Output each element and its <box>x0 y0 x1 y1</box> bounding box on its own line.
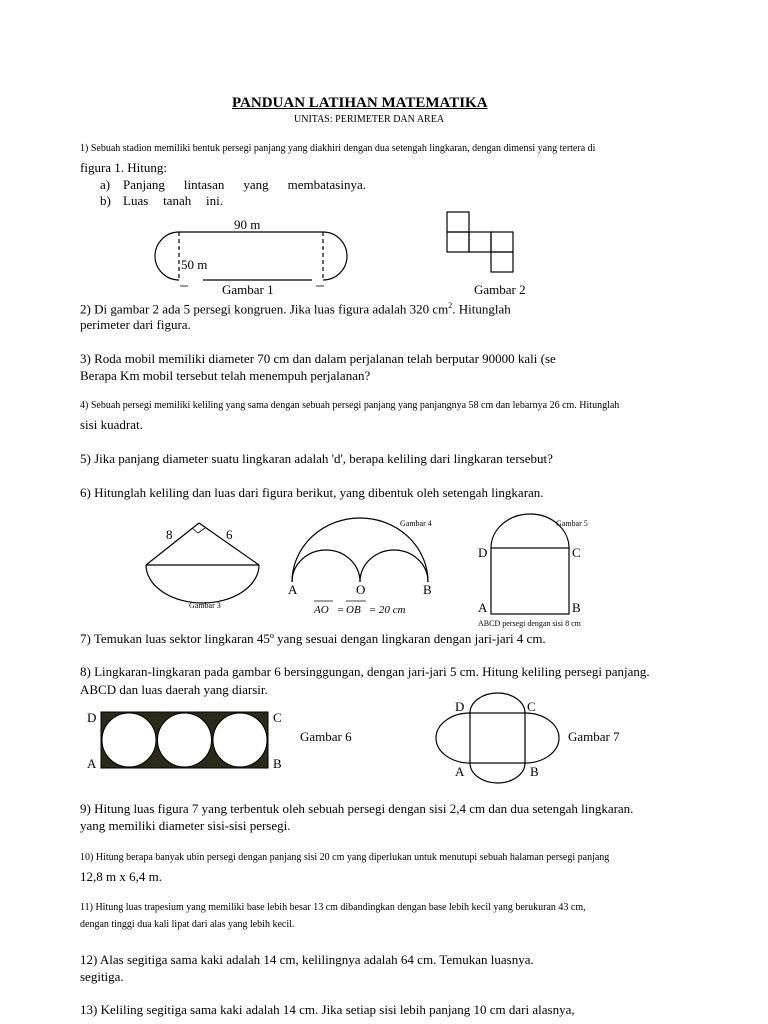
fig4-eq-ao: AO <box>314 604 329 616</box>
q1-a-word: membatasinya. <box>287 177 366 192</box>
q1-b-word: ini. <box>206 193 223 208</box>
q12-line1: 12) Alas segitiga sama kaki adalah 14 cm, kelilingnya adalah 64 cm. Temukan luasnya. <box>80 952 534 967</box>
tangent-circles-figure <box>101 712 268 768</box>
q2-line1: 2) Di gambar 2 ada 5 persegi kongruen. Jika luas figura adalah 320 $cm^2$. Hitunglah <box>80 301 511 317</box>
fig3-label-left: 8 <box>166 527 173 542</box>
fig7-point-b: B <box>530 764 539 779</box>
fig1-top-label: 90 m <box>234 217 261 232</box>
q6-line1: 6) Hitunglah keliling dan luas dari figura berikut, yang dibentuk oleh setengah lingkaran. <box>80 485 544 500</box>
fig2-caption: Gambar 2 <box>474 282 526 297</box>
fig6-point-c: C <box>273 710 282 725</box>
fig7-point-d: D <box>455 699 465 714</box>
fig1-caption: Gambar 1 <box>222 282 274 297</box>
q3-line1: 3) Roda mobil memiliki diameter 70 cm dan dalam perjalanan telah berputar 90000 kali (se <box>80 351 556 366</box>
fig6-point-d: D <box>87 710 97 725</box>
fig5-point-b: B <box>572 600 581 615</box>
page-title: PANDUAN LATIHAN MATEMATIKA <box>232 95 488 111</box>
fig7-point-c: C <box>527 699 536 714</box>
q1-line1: 1) Sebuah stadion memiliki bentuk persegi panjang yang diakhiri dengan dua setengah lingkaran, dengan dimensi yang tertera di <box>80 143 596 154</box>
fig7-point-a: A <box>455 764 465 779</box>
q1-a-word: lintasan <box>183 177 225 192</box>
fig6-point-b: B <box>273 756 282 771</box>
q10-line2: 12,8 m x 6,4 m. <box>80 869 162 884</box>
fig5-point-a: A <box>478 600 488 615</box>
q4-line2: sisi kuadrat. <box>80 417 143 432</box>
fig4-eq-ob: OB <box>346 604 361 616</box>
q8-line1: 8) Lingkaran-lingkaran pada gambar 6 bersinggungan, dengan jari-jari 5 cm. Hitung keliling persegi panjang. <box>80 664 650 679</box>
q10-line1: 10) Hitung berapa banyak ubin persegi dengan panjang sisi 20 cm yang diperlukan untuk menutupi sebuah halaman persegi panjang <box>80 852 610 863</box>
q1-b-word: Luas <box>123 193 149 208</box>
fig5-caption: Gambar 5 <box>556 519 588 528</box>
fig4-eq-mid: = <box>334 604 347 616</box>
q1-b-marker: b) <box>100 193 111 208</box>
q8-line2: ABCD dan luas daerah yang diarsir. <box>80 682 268 697</box>
q5-line1: 5) Jika panjang diameter suatu lingkaran adalah 'd', berapa keliling dari lingkaran tersebut? <box>80 451 553 466</box>
q7-line1: 7) Temukan luas sektor lingkaran 45º yang sesuai dengan lingkaran dengan jari-jari 4 cm. <box>80 631 546 646</box>
fig4-caption: Gambar 4 <box>400 519 432 528</box>
fig7-caption: Gambar 7 <box>568 729 620 744</box>
q11-line2: dengan tinggi dua kali lipat dari alas yang lebih kecil. <box>80 919 295 930</box>
fig3-caption: Gambar 3 <box>189 601 221 610</box>
fig5-point-c: C <box>572 545 581 560</box>
fig4-point-b: B <box>423 582 432 597</box>
fig6-caption: Gambar 6 <box>300 729 352 744</box>
fig4-eq-end: = 20 cm <box>366 604 406 616</box>
fig5-point-d: D <box>478 545 488 560</box>
q1-line2: figura 1. Hitung: <box>80 160 168 175</box>
q13-line1: 13) Keliling segitiga sama kaki adalah 14 cm. Jika setiap sisi lebih panjang 10 cm dari alasnya, <box>80 1002 575 1017</box>
q4-line1: 4) Sebuah persegi memiliki keliling yang sama dengan sebuah persegi panjang yang panjangnya 58 cm dan lebarnya 26 cm. Hitunglah <box>80 400 620 411</box>
fig5-note: ABCD persegi dengan sisi 8 cm <box>478 619 581 628</box>
q1-b-word: tanah <box>163 193 192 208</box>
fig1-side-label: 50 m <box>181 257 208 272</box>
fig6-point-a: A <box>87 756 97 771</box>
fig4-point-a: A <box>288 582 298 597</box>
q1-a-word: yang <box>243 177 269 192</box>
q1-a-word: Panjang <box>123 177 165 192</box>
fig3-label-right: 6 <box>226 527 233 542</box>
page-subtitle: UNITAS: PERIMETER DAN AREA <box>294 114 445 125</box>
q1-a-marker: a) <box>100 177 111 192</box>
q2-line2: perimeter dari figura. <box>80 317 191 332</box>
q3-line2: Berapa Km mobil tersebut telah menempuh perjalanan? <box>80 368 371 383</box>
q9-line1: 9) Hitung luas figura 7 yang terbentuk oleh sebuah persegi dengan sisi 2,4 cm dan dua setengah lingkaran. <box>80 801 634 816</box>
q11-line1: 11) Hitung luas trapesium yang memiliki base lebih besar 13 cm dibandingkan dengan base lebih kecil yang berukuran 43 cm, <box>80 902 586 913</box>
q12-line2: segitiga. <box>80 969 124 984</box>
q9-line2: yang memiliki diameter sisi-sisi persegi. <box>80 818 291 833</box>
fig4-point-o: O <box>356 582 366 597</box>
